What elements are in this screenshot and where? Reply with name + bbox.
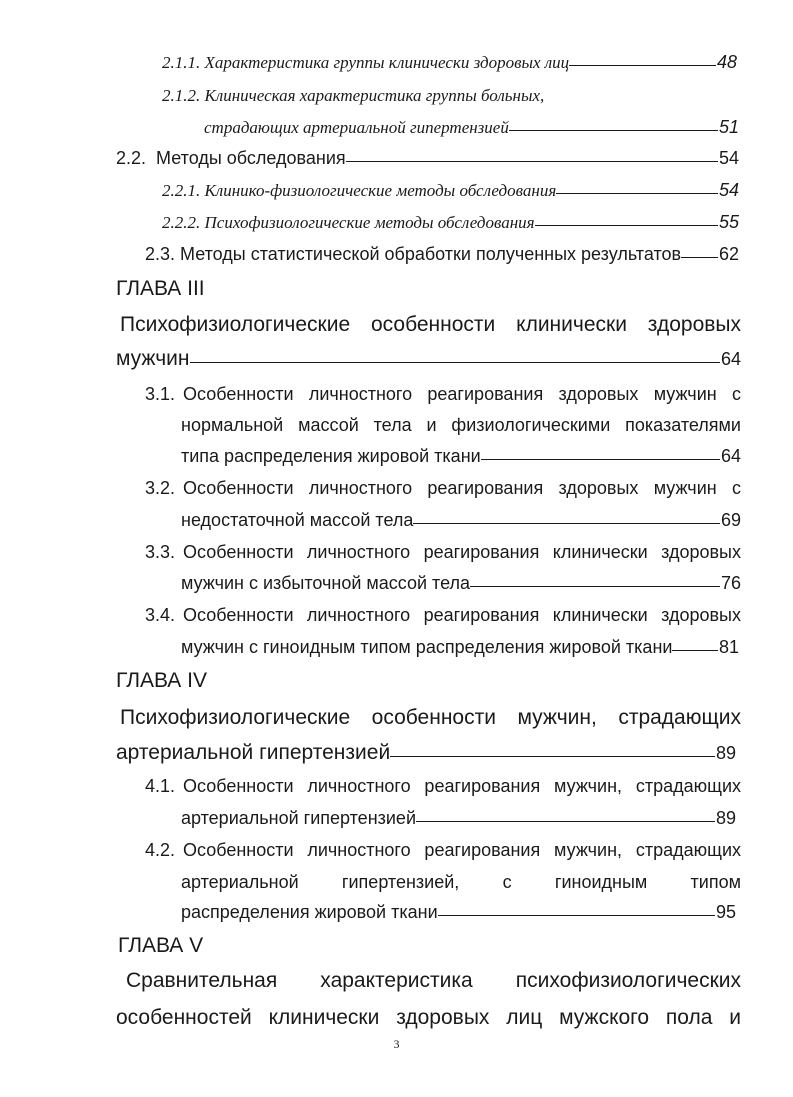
leader-line: [535, 225, 718, 226]
entry-number: 2.2.1.: [162, 181, 201, 200]
chapter-title-text: Психофизиологические особенности мужчин, страдающих: [120, 706, 741, 729]
entry-title-cont: мужчин с гиноидным типом распределения жировой ткани: [181, 637, 673, 657]
entry-title: Особенности личностного реагирования клинически здоровых: [183, 542, 741, 562]
toc-entry-4-1-line2[interactable]: [181, 808, 736, 829]
toc-entry-4-2-line1[interactable]: [145, 840, 741, 861]
page-ref: 51: [718, 117, 739, 137]
entry-title: Психофизиологические методы обследования: [204, 213, 535, 232]
toc-entry-3-4-line1[interactable]: [145, 605, 741, 626]
leader-line: [346, 161, 718, 162]
entry-title: Особенности личностного реагирования мужчин, страдающих: [183, 840, 741, 860]
toc-entry-4-1-line1[interactable]: [145, 776, 741, 797]
toc-entry-2-1-1[interactable]: [162, 52, 737, 73]
chapter-title-text-cont: особенностей клинически здоровых лиц мужского пола и: [116, 1006, 741, 1029]
leader-line: [556, 193, 718, 194]
entry-number: 3.3.: [145, 542, 176, 562]
entry-number: 2.1.1.: [162, 53, 201, 72]
toc-entry-2-2-1[interactable]: [162, 180, 739, 201]
entry-title: Характеристика группы клинически здоровых лиц: [204, 53, 570, 72]
toc-entry-2-2[interactable]: [116, 148, 739, 169]
entry-number: 2.2.: [116, 148, 147, 168]
chapter-heading-text: ГЛАВА IV: [116, 669, 207, 692]
leader-line: [413, 523, 720, 524]
chapter-title-text: Психофизиологические особенности клинически здоровых: [120, 313, 741, 336]
entry-title-cont: нормальной массой тела и физиологическими показателями: [181, 415, 741, 435]
chapter-3-heading[interactable]: [116, 277, 205, 301]
leader-line: [438, 915, 715, 916]
toc-entry-3-1-line1[interactable]: [145, 384, 741, 405]
entry-number: 3.2.: [145, 478, 176, 498]
entry-number: 4.1.: [145, 776, 176, 796]
chapter-5-heading[interactable]: [118, 934, 203, 958]
page-ref: 54: [718, 180, 739, 200]
chapter-4-title-line1[interactable]: [120, 706, 741, 730]
entry-title-cont: страдающих артериальной гипертензией: [204, 118, 509, 137]
chapter-4-title-line2[interactable]: [116, 741, 736, 765]
page-ref: 69: [720, 510, 741, 530]
toc-entry-2-1-2-line1[interactable]: [162, 86, 544, 106]
chapter-title-text-cont: мужчин: [116, 347, 190, 370]
entry-number: 3.4.: [145, 605, 176, 625]
chapter-4-heading[interactable]: [116, 669, 207, 693]
entry-number: 3.1.: [145, 384, 176, 404]
leader-line: [470, 586, 720, 587]
toc-entry-2-1-2-line2[interactable]: [204, 117, 739, 138]
leader-line: [509, 130, 718, 131]
toc-entry-3-3-line2[interactable]: [181, 573, 741, 594]
entry-title: Особенности личностного реагирования клинически здоровых: [183, 605, 741, 625]
entry-title: Особенности личностного реагирования здоровых мужчин с: [183, 384, 741, 404]
leader-line: [681, 257, 718, 258]
entry-number: 2.2.2.: [162, 213, 201, 232]
chapter-heading-text: ГЛАВА V: [118, 934, 204, 957]
entry-title-cont: мужчин с избыточной массой тела: [181, 573, 471, 593]
entry-title-cont: артериальной гипертензией: [181, 808, 417, 828]
entry-title-cont: типа распределения жировой ткани: [181, 446, 481, 466]
entry-title: Особенности личностного реагирования мужчин, страдающих: [183, 776, 741, 796]
leader-line: [672, 650, 718, 651]
toc-entry-2-3[interactable]: [145, 244, 739, 265]
toc-entry-3-2-line1[interactable]: [145, 478, 741, 499]
entry-title: 2.3. Методы статистической обработки полученных результатов: [145, 244, 682, 264]
entry-title-cont: артериальной гипертензией, с гиноидным типом: [181, 872, 741, 892]
page-ref: 62: [718, 244, 739, 264]
entry-title: Особенности личностного реагирования здоровых мужчин с: [183, 478, 741, 498]
entry-title: Клиническая характеристика группы больных,: [204, 86, 545, 105]
toc-entry-3-1-line3[interactable]: [181, 446, 741, 467]
chapter-3-title-line1[interactable]: [120, 313, 741, 337]
toc-entry-3-1-line2[interactable]: [181, 415, 741, 436]
page-ref: 48: [716, 52, 737, 72]
page-number: 3: [393, 1037, 400, 1051]
entry-title-cont: распределения жировой ткани: [181, 902, 438, 922]
chapter-5-title-line2[interactable]: [116, 1006, 741, 1030]
chapter-3-title-line2[interactable]: [116, 347, 741, 371]
chapter-title-text-cont: артериальной гипертензией: [116, 741, 391, 764]
chapter-5-title-line1[interactable]: [126, 969, 741, 993]
toc-entry-2-2-2[interactable]: [162, 212, 739, 233]
page-ref: 54: [718, 148, 739, 168]
page-ref: 89: [715, 743, 736, 763]
entry-title: Клинико-физиологические методы обследования: [204, 181, 557, 200]
leader-line: [390, 756, 715, 757]
leader-line: [190, 362, 720, 363]
page-ref: 95: [715, 902, 736, 922]
toc-entry-3-2-line2[interactable]: [181, 510, 741, 531]
leader-line: [569, 65, 716, 66]
entry-title-cont: недостаточной массой тела: [181, 510, 414, 530]
toc-entry-4-2-line2[interactable]: [181, 872, 741, 893]
page-ref: 81: [718, 637, 739, 657]
toc-entry-3-4-line2[interactable]: [181, 637, 739, 658]
entry-number: 4.2.: [145, 840, 176, 860]
leader-line: [416, 821, 715, 822]
toc-entry-4-2-line3[interactable]: [181, 902, 736, 923]
chapter-title-text: Сравнительная характеристика психофизиологических: [126, 969, 741, 992]
page-ref: 55: [718, 212, 739, 232]
toc-entry-3-3-line1[interactable]: [145, 542, 741, 563]
entry-number: 2.1.2.: [162, 86, 201, 105]
page-ref: 76: [720, 573, 741, 593]
page-ref: 64: [720, 446, 741, 466]
entry-title: Методы обследования: [156, 148, 346, 168]
chapter-heading-text: ГЛАВА III: [116, 277, 205, 300]
leader-line: [481, 459, 720, 460]
page-ref: 64: [720, 349, 741, 369]
page-ref: 89: [715, 808, 736, 828]
